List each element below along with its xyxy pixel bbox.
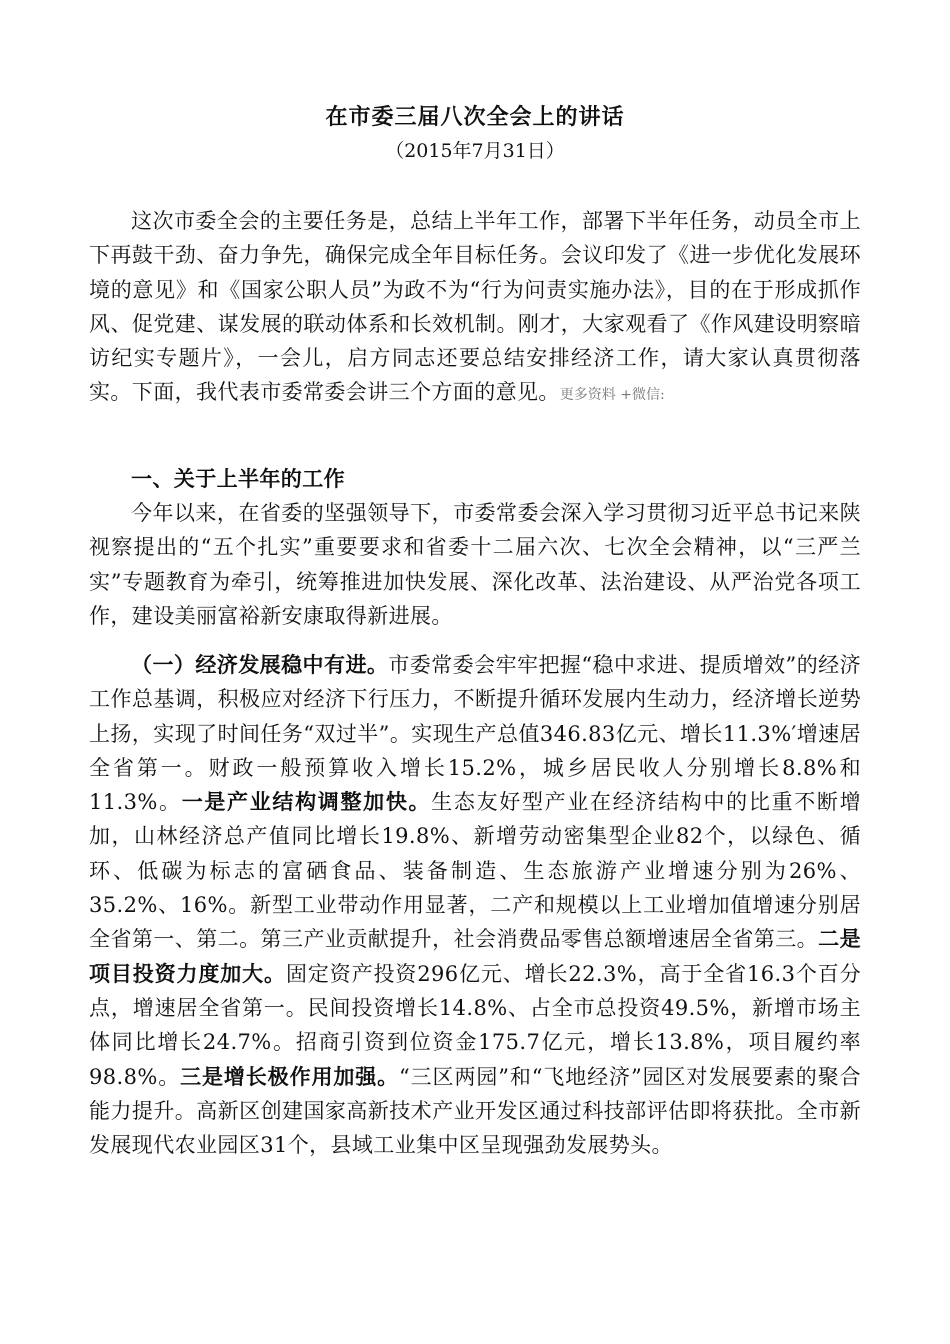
point1-text: 生态友好型产业在经济结构中的比重不断增加，山林经济总产值同比增长19.8%、新增劳动密集型企业82个，以绿色、循环、低碳为标志的富硒食品、装备制造、生态旅游产业增速分别为26%、35.2%、16%。新型工业带动作用显著，二产和规模以上工业增加值增速分别居全省第一、第二。第三产业贡献提升，社会消费品零售总额增速居全省第三。 — [89, 790, 861, 952]
point1-heading: 一是产业结构调整加快。 — [181, 789, 432, 815]
intro-text: 这次市委全会的主要任务是，总结上半年工作，部署下半年任务，动员全市上下再鼓干劲、奋力争先，确保完成全年目标任务。会议印发了《进一步优化发展环境的意见》和《国家公职人员”为政不为“行为问责实施办法》，目的在于形成抓作风、促党建、谋发展的联动体系和长效机制。刚才，大家观看了《作风建设明察暗访纪实专题片》，一会儿，启方同志还要总结安排经济工作，请大家认真贯彻落实。下面，我代表市委常委会讲三个方面的意见。 — [89, 209, 861, 405]
document-date: （2015年7月31日） — [385, 140, 565, 162]
intro-paragraph — [89, 204, 861, 413]
subsection-text: 市委常委会牢牢把握“稳中求进、提质增效”的经济工作总基调，积极应对经济下行压力，不断提升循环发展内生动力，经济增长逆势上扬，实现了时间任务“双过半”。实现生产总值346.83亿元、增长11.3%′增速居全省第一。财政一般预算收入增长15.2%，城乡居民收人分别增长8.8%和11.3%。 — [89, 653, 861, 815]
subsection-heading: （一）经济发展稳中有进。 — [131, 652, 389, 677]
point3-text: “三区两园”和“飞地经济”园区对发展要素的聚合能力提升。高新区创建国家高新技术产业开发区通过科技部评估即将获批。全市新发展现代农业园区31个，县域工业集中区呈现强劲发展势头。 — [89, 1064, 861, 1158]
point2-text: 固定资产投资296亿元、增长22.3%，高于全省16.3个百分点，增速居全省第一。民间投资增长14.8%、占全市总投资49.5%，新增市场主体同比增长24.7%。招商引资到位资金175.7亿元，增长13.8%，项目履约率98.8%。 — [89, 961, 861, 1089]
document-title: 在市委三届八次全会上的讲话 — [325, 104, 625, 130]
section1-heading: 一、关于上半年的工作 — [131, 466, 345, 491]
section1-intro-paragraph: 今年以来，在省委的坚强领导下，市委常委会深入学习贯彻习近平总书记来陕视察提出的“五个扎实”重要要求和省委十二届六次、七次全会精神，以“三严兰实”专题教育为牵引，统筹推进加快发展、深化改革、法治建设、从严治党各项工作，建设美丽富裕新安康取得新进展。 — [89, 501, 861, 628]
subsection-economy-paragraph — [89, 648, 861, 1162]
intro-note: 更多资料 +微信: — [559, 387, 665, 404]
point2-heading: 二是项目投资力度加大。 — [89, 926, 861, 986]
point3-heading: 三是增长极作用加强。 — [180, 1063, 400, 1089]
